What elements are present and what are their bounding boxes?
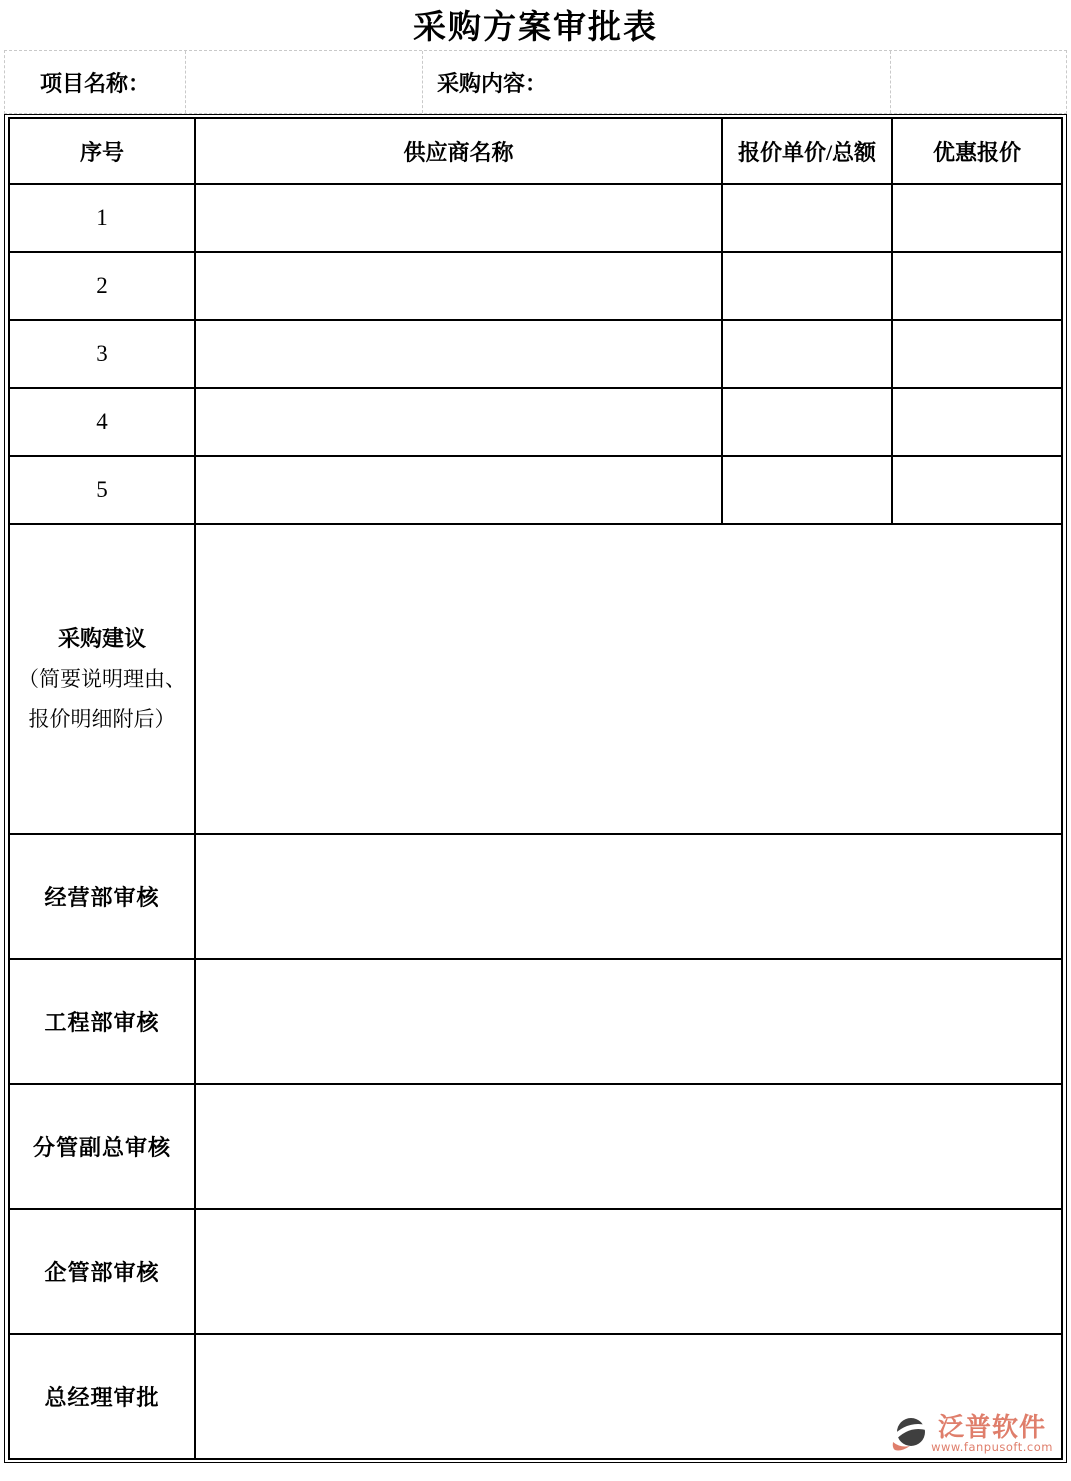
procurement-content-value-cell (891, 51, 1066, 113)
discount-quote-cell (892, 320, 1062, 388)
col-header-discount-quote: 优惠报价 (892, 118, 1062, 184)
row-number: 5 (9, 456, 195, 524)
supplier-name-cell (195, 252, 722, 320)
suggestion-label-cell (9, 524, 195, 834)
col-header-quote-price: 报价单价/总额 (722, 118, 892, 184)
supplier-name-cell (195, 320, 722, 388)
table-header-row (9, 118, 1062, 184)
supplier-name-cell (195, 184, 722, 252)
supplier-name-cell (195, 388, 722, 456)
quote-price-cell (722, 184, 892, 252)
suggestion-note-line2: 报价明细附后） (28, 707, 176, 731)
meta-header-row (4, 50, 1067, 114)
approval-label: 企管部审核 (9, 1209, 195, 1334)
approval-row-engineering-dept (9, 959, 1062, 1084)
row-number: 1 (9, 184, 195, 252)
approval-signature-cell (195, 1334, 1062, 1459)
quote-price-cell (722, 320, 892, 388)
fanpu-logo-name: 泛普软件 (938, 1413, 1047, 1443)
quote-price-cell (722, 388, 892, 456)
quote-price-cell (722, 252, 892, 320)
approval-label: 总经理审批 (9, 1334, 195, 1459)
supplier-name-cell (195, 456, 722, 524)
approval-signature-cell (195, 834, 1062, 959)
discount-quote-cell (892, 184, 1062, 252)
row-number: 3 (9, 320, 195, 388)
approval-label: 经营部审核 (9, 834, 195, 959)
approval-row-deputy-gm (9, 1084, 1062, 1209)
row-number: 4 (9, 388, 195, 456)
fanpu-logo-icon (891, 1417, 929, 1453)
main-table-border (4, 114, 1067, 1463)
discount-quote-cell (892, 456, 1062, 524)
approval-row-general-manager (9, 1334, 1062, 1459)
project-name-value-cell (186, 51, 423, 113)
suggestion-row (9, 524, 1062, 834)
approval-label: 分管副总审核 (9, 1084, 195, 1209)
col-header-supplier-name: 供应商名称 (195, 118, 722, 184)
approval-row-enterprise-mgmt-dept (9, 1209, 1062, 1334)
approval-signature-cell (195, 1209, 1062, 1334)
approval-row-business-dept (9, 834, 1062, 959)
main-table (8, 117, 1063, 1460)
fanpu-logo-url: www.fanpusoft.com (931, 1440, 1053, 1454)
supplier-row-4 (9, 388, 1062, 456)
suggestion-title: 采购建议 (57, 626, 146, 651)
fanpu-logo (891, 1415, 1053, 1454)
suggestion-note-line1: （简要说明理由、 (18, 667, 186, 691)
discount-quote-cell (892, 388, 1062, 456)
approval-signature-cell (195, 959, 1062, 1084)
quote-price-cell (722, 456, 892, 524)
col-header-index: 序号 (9, 118, 195, 184)
supplier-row-1 (9, 184, 1062, 252)
procurement-content-label: 采购内容： (423, 51, 891, 113)
approval-signature-cell (195, 1084, 1062, 1209)
row-number: 2 (9, 252, 195, 320)
supplier-row-3 (9, 320, 1062, 388)
supplier-row-2 (9, 252, 1062, 320)
approval-label: 工程部审核 (9, 959, 195, 1084)
project-name-label: 项目名称： (5, 51, 186, 113)
suggestion-content-cell (195, 524, 1062, 834)
supplier-row-5 (9, 456, 1062, 524)
page-title: 采购方案审批表 (413, 7, 658, 46)
discount-quote-cell (892, 252, 1062, 320)
